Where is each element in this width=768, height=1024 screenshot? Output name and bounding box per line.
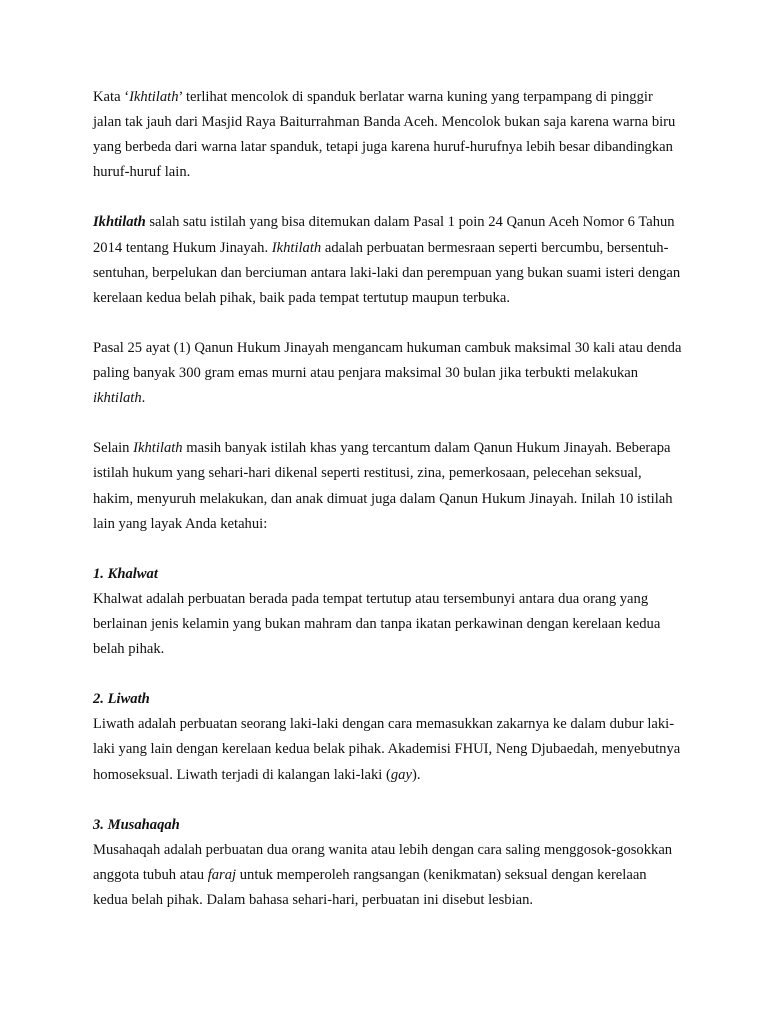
section-body-khalwat: Khalwat adalah perbuatan berada pada tempat tertutup atau tersembunyi antara dua orang yang berlainan jenis kelamin yang bukan mahram dan tanpa ikatan perkawinan dengan kerelaan kedua belah pihak. — [93, 590, 661, 658]
intro-p3-text-a: Pasal 25 ayat (1) Qanun Hukum Jinayah mengancam hukuman cambuk maksimal 30 kali atau denda paling banyak 300 gram emas murni atau penjara maksimal 30 bulan jika terbukti melakukan — [93, 339, 682, 382]
intro-p4-term: Ikhtilath — [133, 440, 183, 457]
section-khalwat — [93, 562, 683, 662]
intro-p4-text-a: Selain — [93, 440, 134, 457]
intro-paragraph-2 — [93, 210, 683, 310]
liwath-term: gay — [390, 766, 412, 783]
section-musahaqah — [93, 813, 683, 913]
musahaqah-text-b: untuk memperoleh rangsangan (kenikmatan) seksual dengan kerelaan kedua belah pihak. Dalam bahasa sehari-hari, perbuatan ini disebut lesbian. — [93, 866, 647, 908]
intro-p2-text-a: salah satu istilah yang bisa ditemukan dalam Pasal 1 poin 24 Qanun Aceh Nomor 6 Tahun 2014 tentang Hukum Jinayah. — [93, 214, 675, 256]
intro-paragraph-3 — [93, 336, 683, 411]
section-body-musahaqah — [93, 838, 683, 913]
section-heading-liwath: 2. Liwath — [93, 691, 150, 708]
intro-p2-term-2: Ikhtilath — [271, 239, 322, 256]
intro-paragraph-4 — [93, 436, 683, 536]
section-body-liwath — [93, 712, 683, 787]
intro-paragraph-1 — [93, 85, 683, 185]
liwath-text-b: ). — [411, 766, 421, 783]
intro-p3-term: ikhtilath — [93, 390, 142, 407]
document-page — [93, 85, 683, 938]
intro-p1-term: Ikhtilath — [129, 89, 179, 105]
intro-p2-text-b: adalah perbuatan bermesraan seperti bercumbu, bersentuh-sentuhan, berpelukan dan berciuman antara laki-laki dan perempuan yang bukan suami isteri dengan kerelaan kedua belah pihak, baik pada tempat tertutup maupun terbuka. — [93, 239, 681, 306]
musahaqah-term: faraj — [207, 866, 237, 883]
intro-p4-text-b: masih banyak istilah khas yang tercantum dalam Qanun Hukum Jinayah. Beberapa istilah hukum yang sehari-hari dikenal seperti restitusi, zina, pemerkosaan, pelecehan seksual, hakim, menyuruh melakukan, dan anak dimuat juga dalam Qanun Hukum Jinayah. Inilah 10 istilah lain yang layak Anda ketahui: — [93, 440, 673, 532]
musahaqah-text-a: Musahaqah adalah perbuatan dua orang wanita atau lebih dengan cara saling menggosok-gosokkan anggota tubuh atau — [93, 841, 673, 883]
section-heading-khalwat: 1. Khalwat — [93, 565, 158, 582]
section-heading-musahaqah: 3. Musahaqah — [93, 816, 180, 833]
section-liwath — [93, 687, 683, 787]
intro-p3-text-b: . — [141, 390, 146, 407]
intro-p1-text-a: Kata ‘ — [93, 89, 130, 105]
liwath-text-a: Liwath adalah perbuatan seorang laki-laki dengan cara memasukkan zakarnya ke dalam dubur laki-laki yang lain dengan kerelaan kedua belak pihak. Akademisi FHUI, Neng Djubaedah, menyebutnya homoseksual. Liwath terjadi di kalangan laki-laki ( — [93, 716, 681, 783]
intro-p1-text-b: ’ terlihat mencolok di spanduk berlatar warna kuning yang terpampang di pinggir jalan tak jauh dari Masjid Raya Baiturrahman Banda Aceh. Mencolok bukan saja karena warna biru yang berbeda dari warna latar spanduk, tetapi juga karena huruf-hurufnya lebih besar dibandingkan huruf-huruf lain. — [93, 89, 676, 181]
intro-p2-term-1: Ikhtilath — [93, 214, 146, 231]
